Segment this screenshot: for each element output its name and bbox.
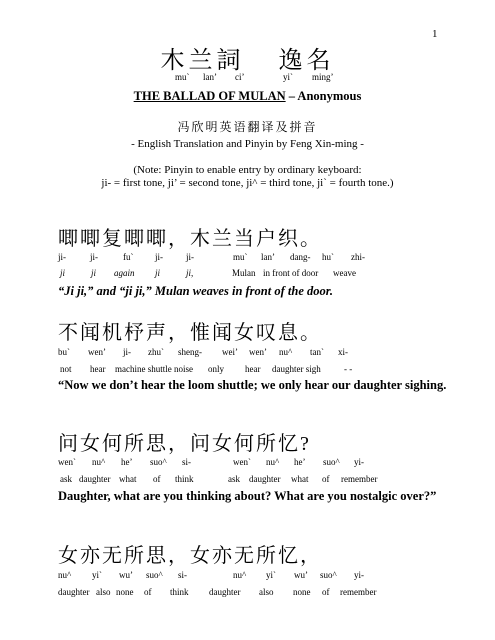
- stanza-2-translation: “Now we don’t hear the loom shuttle; we only hear our daughter sighing.: [58, 378, 447, 392]
- gloss-word: Mulan: [232, 268, 256, 278]
- pinyin-syllable: yi-: [354, 570, 364, 580]
- gloss-word: ji: [155, 268, 161, 278]
- translator-english: - English Translation and Pinyin by Feng Xin-ming -: [131, 138, 364, 150]
- pinyin-syllable: wen’: [88, 347, 106, 357]
- pinyin-syllable: yi`: [266, 570, 276, 580]
- gloss-word: remember: [340, 587, 377, 597]
- pinyin-syllable: he’: [121, 457, 133, 467]
- pinyin-syllable: lan’: [261, 252, 275, 262]
- pinyin-syllable: suo^: [150, 457, 167, 467]
- page-number: 1: [432, 28, 438, 40]
- pinyin-syllable: wu’: [119, 570, 133, 580]
- pinyin-syllable: ji-: [186, 252, 194, 262]
- pinyin-syllable: wen`: [233, 457, 251, 467]
- pinyin-syllable: ji-: [58, 252, 66, 262]
- pinyin-syllable: mu`: [233, 252, 248, 262]
- gloss-word: also: [259, 587, 274, 597]
- gloss-word: not: [60, 364, 72, 374]
- gloss-word: of: [153, 474, 161, 484]
- pinyin-syllable: si-: [182, 457, 191, 467]
- pinyin-syllable: ji-: [123, 347, 131, 357]
- pinyin-syllable: hu`: [322, 252, 334, 262]
- pinyin-syllable: tan`: [310, 347, 324, 357]
- pinyin-syllable: si-: [178, 570, 187, 580]
- english-author: – Anonymous: [288, 89, 362, 103]
- pinyin-syllable: wen`: [58, 457, 76, 467]
- gloss-word: ji: [91, 268, 97, 278]
- stanza-1-translation: “Ji ji,” and “ji ji,” Mulan weaves in front of the door.: [58, 284, 334, 298]
- gloss-word: daughter: [58, 587, 90, 597]
- pinyin-syllable: suo^: [320, 570, 337, 580]
- gloss-word: ji,: [186, 268, 194, 278]
- gloss-word: daughter: [249, 474, 281, 484]
- pinyin-syllable: mu`: [175, 72, 190, 82]
- gloss-word: ask: [228, 474, 240, 484]
- pinyin-syllable: nu^: [279, 347, 293, 357]
- pinyin-syllable: yi-: [354, 457, 364, 467]
- gloss-word: daughter sigh: [272, 364, 321, 374]
- pinyin-syllable: lan’: [203, 72, 217, 82]
- gloss-word: hear: [90, 364, 106, 374]
- gloss-word: daughter: [79, 474, 111, 484]
- pinyin-syllable: ming’: [312, 72, 334, 82]
- gloss-word: - -: [344, 364, 353, 374]
- pinyin-syllable: dang-: [290, 252, 311, 262]
- gloss-word: ask: [60, 474, 72, 484]
- gloss-word: of: [322, 474, 330, 484]
- chinese-title-row: [0, 40, 495, 75]
- pinyin-syllable: yi`: [283, 72, 293, 82]
- pinyin-syllable: wen’: [249, 347, 267, 357]
- note-line-1: (Note: Pinyin to enable entry by ordinary keyboard:: [133, 164, 362, 176]
- stanza-2-chinese: 不闻机杼声，惟闻女叹息。: [58, 322, 322, 344]
- english-title-row: [0, 89, 495, 104]
- pinyin-syllable: fu`: [123, 252, 134, 262]
- stanza-3-chinese: 问女何所思，问女何所忆?: [58, 433, 311, 455]
- gloss-word: what: [291, 474, 309, 484]
- pinyin-syllable: ji-: [90, 252, 98, 262]
- pinyin-syllable: sheng-: [178, 347, 202, 357]
- gloss-word: also: [96, 587, 111, 597]
- pinyin-syllable: xi-: [338, 347, 348, 357]
- pinyin-syllable: yi`: [92, 570, 102, 580]
- gloss-word: of: [144, 587, 152, 597]
- chinese-author: 逸名: [278, 48, 335, 74]
- pinyin-syllable: ci’: [235, 72, 245, 82]
- pinyin-syllable: nu^: [266, 457, 280, 467]
- pinyin-syllable: he’: [294, 457, 306, 467]
- gloss-word: what: [119, 474, 137, 484]
- pinyin-syllable: zhu`: [148, 347, 164, 357]
- gloss-word: weave: [333, 268, 356, 278]
- chinese-title: 木兰詞: [160, 48, 245, 74]
- pinyin-syllable: zhi-: [351, 252, 365, 262]
- pinyin-syllable: nu^: [92, 457, 106, 467]
- pinyin-syllable: wu’: [294, 570, 308, 580]
- gloss-word: daughter: [209, 587, 241, 597]
- gloss-word: none: [293, 587, 311, 597]
- note-line-2: ji- = first tone, ji’ = second tone, ji^ = third tone, ji` = fourth tone.): [101, 177, 394, 189]
- pinyin-syllable: ji-: [155, 252, 163, 262]
- gloss-word: think: [175, 474, 194, 484]
- gloss-word: again: [114, 268, 135, 278]
- gloss-word: think: [170, 587, 189, 597]
- stanza-3-translation: Daughter, what are you thinking about? What are you nostalgic over?”: [58, 489, 437, 503]
- pinyin-note: [0, 164, 495, 190]
- pinyin-syllable: bu`: [58, 347, 70, 357]
- gloss-word: in front of door: [263, 268, 319, 278]
- gloss-word: hear: [245, 364, 261, 374]
- english-title: THE BALLAD OF MULAN: [133, 89, 286, 103]
- pinyin-syllable: suo^: [146, 570, 163, 580]
- pinyin-syllable: wei’: [222, 347, 238, 357]
- translator-chinese: 冯欣明英语翻译及拼音: [177, 120, 318, 134]
- pinyin-syllable: nu^: [58, 570, 72, 580]
- stanza-4-chinese: 女亦无所思，女亦无所忆，: [58, 545, 322, 567]
- gloss-word: machine shuttle noise: [115, 364, 193, 374]
- stanza-1-chinese: 唧唧复唧唧，木兰当户织。: [58, 228, 322, 250]
- gloss-word: ji: [60, 268, 66, 278]
- pinyin-syllable: suo^: [323, 457, 340, 467]
- gloss-word: of: [322, 587, 330, 597]
- pinyin-syllable: nu^: [233, 570, 247, 580]
- gloss-word: remember: [341, 474, 378, 484]
- gloss-word: none: [116, 587, 134, 597]
- gloss-word: only: [208, 364, 225, 374]
